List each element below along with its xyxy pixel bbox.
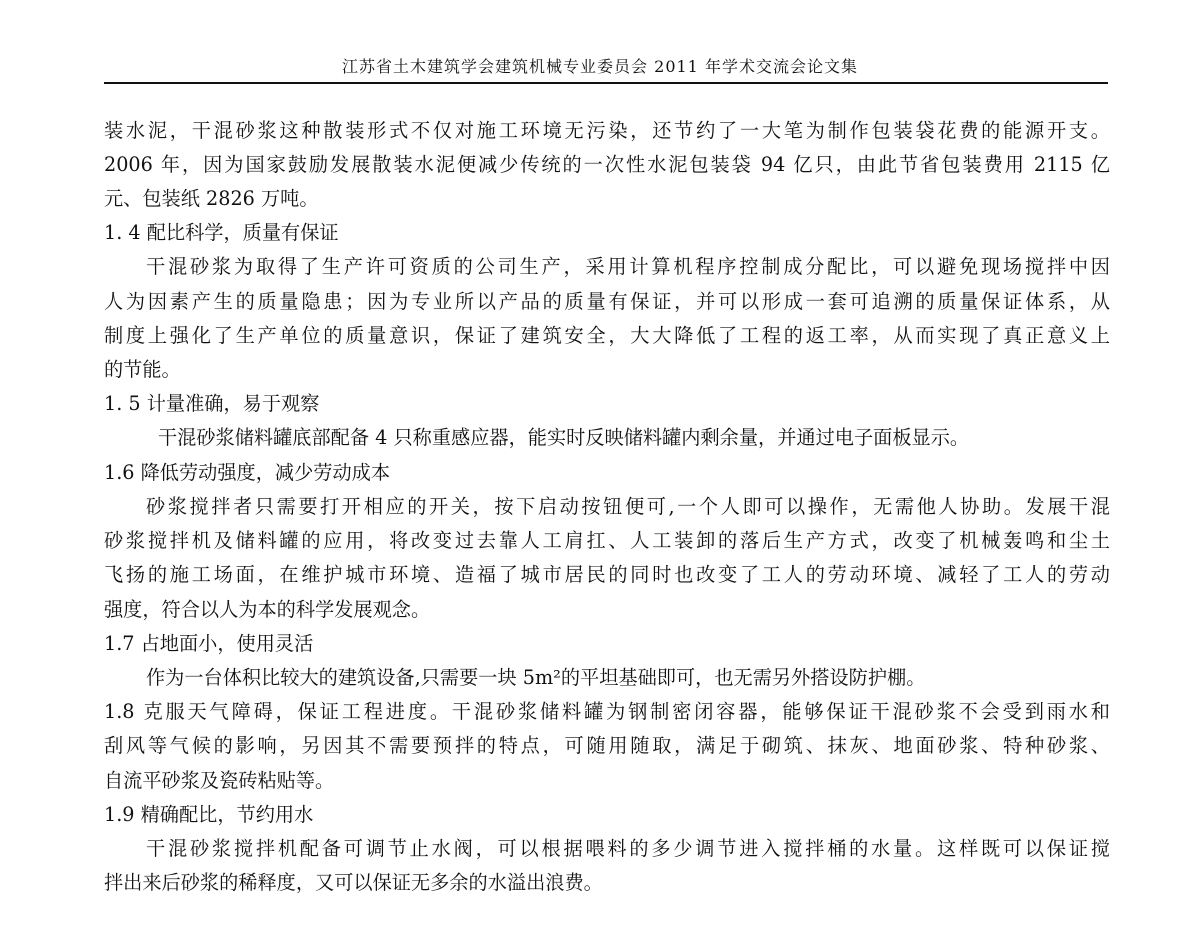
text-line: 1.8 克服天气障碍，保证工程进度。干混砂浆储料罐为钢制密闭容器，能够保证干混砂浆不会受到雨水和 xyxy=(104,700,1110,723)
section-heading-1-6: 1.6 降低劳动强度，减少劳动成本 xyxy=(104,461,391,484)
text-line: 制度上强化了生产单位的质量意识，保证了建筑安全，大大降低了工程的返工率，从而实现了真正意义上 xyxy=(104,324,1110,347)
section-heading-1-9: 1.9 精确配比，节约用水 xyxy=(104,803,314,826)
text-line: 干混砂浆搅拌机配备可调节止水阀，可以根据喂料的多少调节进入搅拌桶的水量。这样既可以保证搅 xyxy=(146,837,1110,860)
text-line: 人为因素产生的质量隐患；因为专业所以产品的质量有保证，并可以形成一套可追溯的质量保证体系，从 xyxy=(104,290,1110,313)
running-head: 江苏省土木建筑学会建筑机械专业委员会 2011 年学术交流会论文集 xyxy=(342,57,858,76)
text-line: 元、包装纸 2826 万吨。 xyxy=(104,187,319,210)
text-line: 装水泥，干混砂浆这种散装形式不仅对施工环境无污染，还节约了一大笔为制作包装袋花费的能源开支。 xyxy=(104,119,1110,142)
text-line: 刮风等气候的影响，另因其不需要预拌的特点，可随用随取，满足于砌筑、抹灰、地面砂浆、特种砂浆、 xyxy=(104,734,1110,757)
text-line: 2006 年，因为国家鼓励发展散装水泥便减少传统的一次性水泥包装袋 94 亿只，由此节省包装费用 2115 亿 xyxy=(104,153,1110,176)
header-rule xyxy=(104,82,1108,84)
text-line: 作为一台体积比较大的建筑设备,只需要一块 5m²的平坦基础即可，也无需另外搭设防护棚。 xyxy=(146,666,926,689)
section-heading-1-4: 1. 4 配比科学，质量有保证 xyxy=(104,221,339,244)
section-heading-1-5: 1. 5 计量准确，易于观察 xyxy=(104,392,320,415)
text-line: 干混砂浆储料罐底部配备 4 只称重感应器，能实时反映储料罐内剩余量，并通过电子面板显示。 xyxy=(158,426,970,449)
section-heading-1-7: 1.7 占地面小，使用灵活 xyxy=(104,632,314,655)
text-line: 砂浆搅拌者只需要打开相应的开关，按下启动按钮便可,一个人即可以操作，无需他人协助。发展干混 xyxy=(146,495,1110,518)
text-line: 飞扬的施工场面，在维护城市环境、造福了城市居民的同时也改变了工人的劳动环境、减轻了工人的劳动 xyxy=(104,563,1110,586)
text-line: 干混砂浆为取得了生产许可资质的公司生产，采用计算机程序控制成分配比，可以避免现场搅拌中因 xyxy=(146,255,1110,278)
text-line: 拌出来后砂浆的稀释度，又可以保证无多余的水溢出浪费。 xyxy=(104,871,603,894)
text-line: 的节能。 xyxy=(104,358,181,381)
text-line: 自流平砂浆及瓷砖粘贴等。 xyxy=(104,769,335,792)
text-line: 砂浆搅拌机及储料罐的应用，将改变过去靠人工肩扛、人工装卸的落后生产方式，改变了机械轰鸣和尘土 xyxy=(104,529,1110,552)
text-line: 强度，符合以人为本的科学发展观念。 xyxy=(104,598,431,621)
